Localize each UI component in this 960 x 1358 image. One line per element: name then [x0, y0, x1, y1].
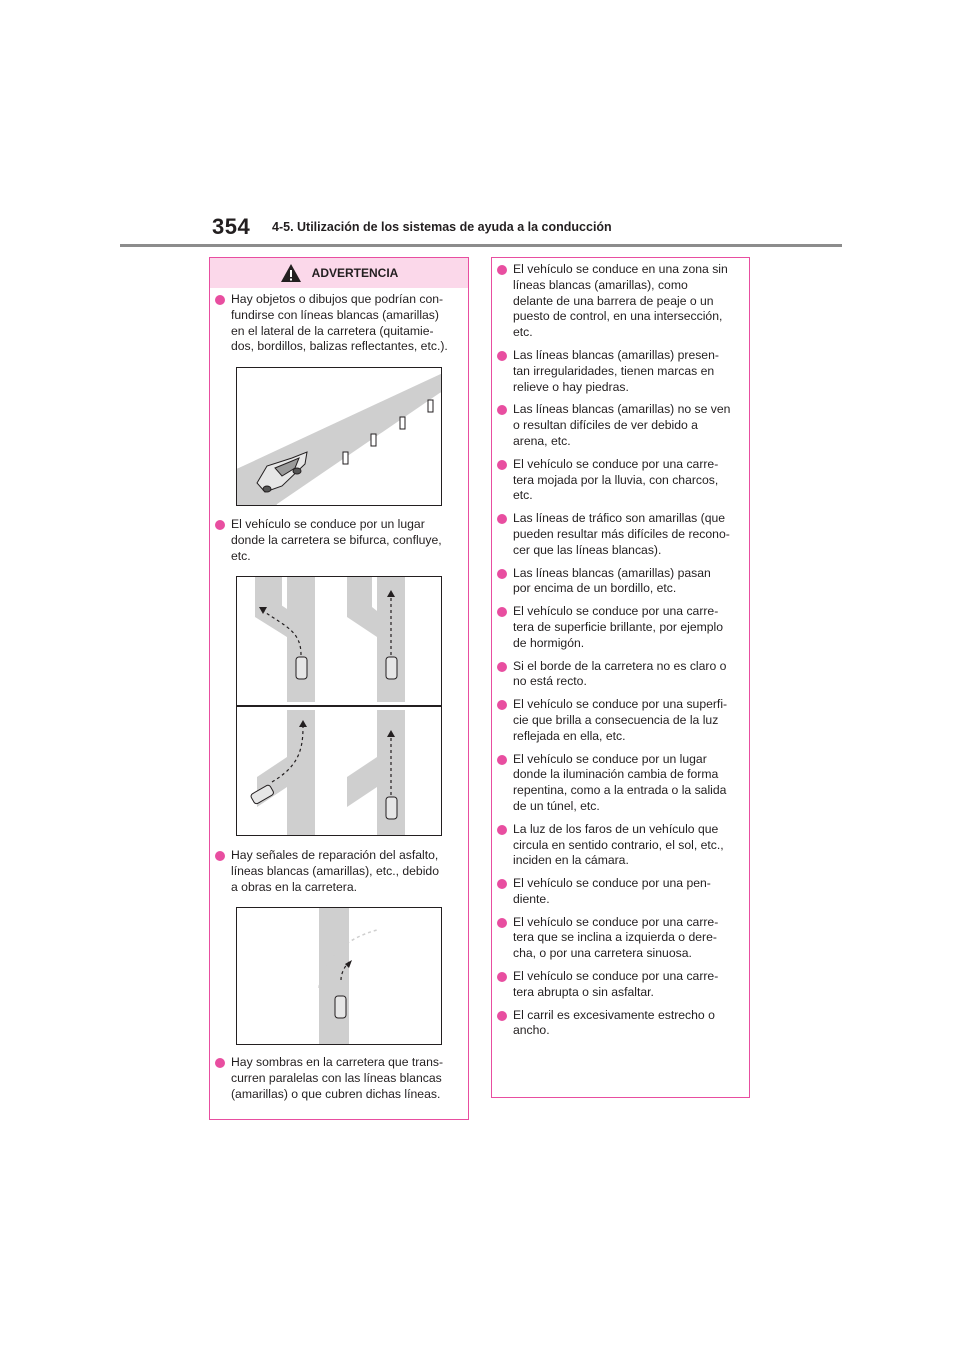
figure-fork-merge — [236, 576, 442, 836]
bullet-dot-icon — [497, 265, 507, 275]
item-text: Hay señales de reparación del asfalto, líneas blancas (amarillas), etc., debido a obras en la carretera. — [231, 848, 439, 894]
bullet-dot-icon — [215, 520, 225, 530]
figure-roadside-posts — [236, 367, 442, 506]
item-text: Si el borde de la carretera no es claro o no está recto. — [513, 658, 727, 689]
list-item — [494, 1008, 748, 1040]
item-text: El vehículo se conduce por una carre- tera que se inclina a izquierda o dere- cha, o por una carretera sinuosa. — [513, 914, 719, 961]
warning-header — [210, 258, 468, 288]
list-item — [494, 604, 748, 651]
bullet-dot-icon — [215, 295, 225, 305]
bullet-dot-icon — [497, 755, 507, 765]
right-list — [494, 262, 748, 1046]
car-icon — [250, 657, 397, 819]
road-illustration — [237, 368, 441, 505]
figure-road-repair — [236, 907, 442, 1045]
item-text: El carril es excesivamente estrecho o ancho. — [513, 1007, 715, 1038]
list-item — [494, 697, 748, 744]
list-item — [494, 969, 748, 1001]
warning-triangle-icon — [280, 263, 302, 283]
item-text: El vehículo se conduce por una carre- tera de superficie brillante, por ejemplo de hormigón. — [513, 604, 724, 650]
item-text: La luz de los faros de un vehículo que circula en sentido contrario, el sol, etc., inciden en la cámara. — [513, 821, 724, 868]
list-item — [494, 511, 748, 558]
item-text: El vehículo se conduce por una superfi- cie que brilla a consecuencia de la luz reflejada en ella, etc. — [513, 697, 728, 743]
list-item — [494, 566, 748, 598]
item-text: El vehículo se conduce por un lugar donde la carretera se bifurca, confluye, etc. — [231, 517, 442, 563]
list-item — [212, 517, 487, 564]
list-item — [494, 262, 748, 341]
bullet-dot-icon — [497, 879, 507, 889]
bullet-dot-icon — [497, 569, 507, 579]
bullet-dot-icon — [215, 1058, 225, 1068]
bullet-dot-icon — [497, 1011, 507, 1021]
repair-illustration — [237, 908, 441, 1044]
item-text: El vehículo se conduce por una pen- diente. — [513, 876, 711, 906]
list-item — [494, 752, 748, 815]
item-text: Las líneas blancas (amarillas) no se ven o resultan difíciles de ver debido a arena, etc. — [513, 402, 731, 448]
list-item — [494, 876, 748, 908]
item-text: Las líneas de tráfico son amarillas (que pueden resultar más difíciles de recono- cer que las líneas blancas). — [513, 511, 730, 557]
item-text: Hay objetos o dibujos que podrían con- fundirse con líneas blancas (amarillas) en el lateral de la carretera (quitamie- dos, bordillos, balizas reflectantes, etc.). — [231, 292, 448, 354]
item-text: El vehículo se conduce en una zona sin líneas blancas (amarillas), como delante de una barrera de peaje o un puesto de control, en una intersección, etc. — [513, 262, 728, 340]
item-text: Las líneas blancas (amarillas) presen- tan irregularidades, tienen marcas en relieve o hay piedras. — [513, 347, 719, 394]
list-item — [494, 915, 748, 962]
bullet-dot-icon — [497, 405, 507, 415]
warning-title: ADVERTENCIA — [311, 266, 399, 280]
bullet-dot-icon — [497, 918, 507, 928]
list-item — [494, 457, 748, 504]
bullet-dot-icon — [215, 851, 225, 861]
page-number: 354 — [212, 214, 251, 239]
fork-illustration — [237, 577, 441, 835]
item-text: El vehículo se conduce por una carre- tera abrupta o sin asfaltar. — [513, 969, 719, 999]
bullet-dot-icon — [497, 514, 507, 524]
bullet-dot-icon — [497, 351, 507, 361]
bullet-dot-icon — [497, 700, 507, 710]
header-rule — [120, 244, 842, 247]
list-item — [494, 348, 748, 395]
bullet-dot-icon — [497, 607, 507, 617]
item-text: Las líneas blancas (amarillas) pasan por encima de un bordillo, etc. — [513, 565, 711, 596]
list-item — [212, 292, 487, 355]
list-item — [212, 1055, 487, 1102]
bullet-dot-icon — [497, 825, 507, 835]
list-item — [494, 659, 748, 691]
item-text: Hay sombras en la carretera que trans- curren paralelas con las líneas blancas (amarillas) o que cubren dichas líneas. — [231, 1055, 444, 1101]
list-item — [494, 822, 748, 869]
list-item — [212, 848, 487, 895]
item-text: El vehículo se conduce por una carre- tera mojada por la lluvia, con charcos, etc. — [513, 456, 719, 503]
item-text: El vehículo se conduce por un lugar donde la iluminación cambia de forma repentina, como a la entrada o la salida de un túnel, etc. — [513, 751, 727, 813]
bullet-dot-icon — [497, 972, 507, 982]
bullet-dot-icon — [497, 460, 507, 470]
bullet-dot-icon — [497, 662, 507, 672]
list-item — [494, 402, 748, 449]
section-title: 4-5. Utilización de los sistemas de ayuda a la conducción — [272, 220, 612, 234]
car-icon — [335, 996, 346, 1018]
